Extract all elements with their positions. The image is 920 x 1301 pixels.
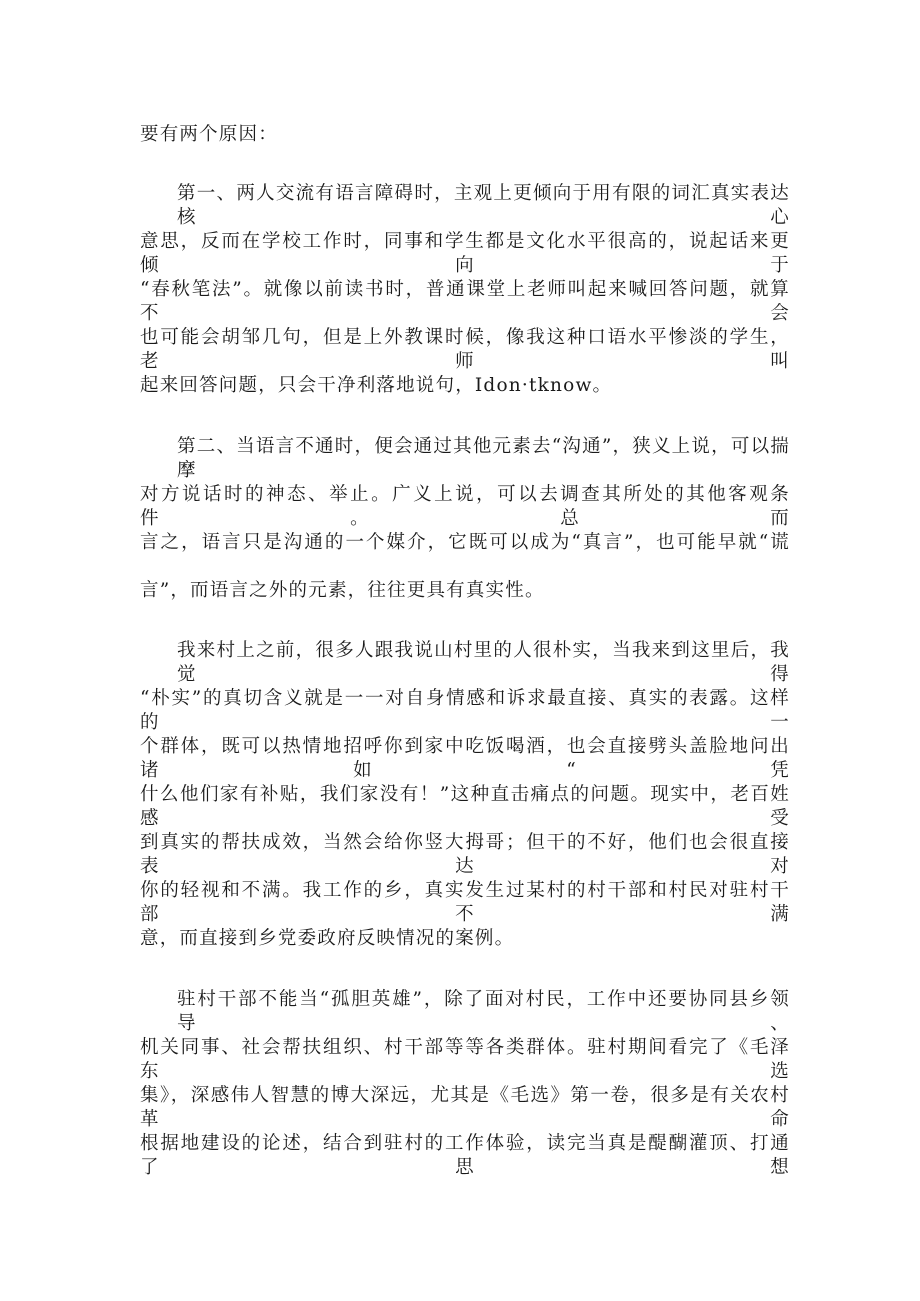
text-line: 机关同事、社会帮扶组织、村干部等等各类群体。驻村期间看完了《毛泽东选 [140,1037,790,1082]
text-line: 到真实的帮扶成效，当然会给你竖大拇哥；但干的不好，他们也会很直接表达对 [140,832,790,877]
text-line: 第一、两人交流有语言障碍时，主观上更倾向于用有限的词汇真实表达核心 [177,183,790,228]
text-line: 第二、当语言不通时，便会通过其他元素去“沟通”，狭义上说，可以揣摩 [177,436,790,481]
text-line: 集》，深感伟人智慧的博大深远，尤其是《毛选》第一卷，很多是有关农村革命 [140,1085,790,1130]
text-line: 驻村干部不能当“孤胆英雄”，除了面对村民，工作中还要协同县乡领导、 [177,989,790,1034]
text-line: 言”，而语言之外的元素，往往更具有真实性。 [140,580,545,601]
text-line: 也可能会胡邹几句，但是上外教课时候，像我这种口语水平惨淡的学生，老师叫 [140,327,790,372]
text-line: 意思，反而在学校工作时，同事和学生都是文化水平很高的，说起话来更倾向于 [140,231,790,276]
text-line: 我来村上之前，很多人跟我说山村里的人很朴实，当我来到这里后，我觉得 [177,640,790,685]
text-line: 起来回答问题，只会干净利落地说句，Idon·tknow。 [140,375,613,396]
text-line: “春秋笔法”。就像以前读书时，普通课堂上老师叫起来喊回答问题，就算不会 [140,279,790,324]
text-line: 个群体，既可以热情地招呼你到家中吃饭喝酒，也会直接劈头盖脸地问出诸如“凭 [140,736,790,781]
text-line: 根据地建设的论述，结合到驻村的工作体验，读完当真是醍醐灌顶、打通了思想 [140,1133,790,1178]
text-line: 意，而直接到乡党委政府反映情况的案例。 [140,928,515,949]
text-line: 什么他们家有补贴，我们家没有！”这种直击痛点的问题。现实中，老百姓感受 [140,784,790,829]
text-line: 言之，语言只是沟通的一个媒介，它既可以成为“真言”，也可能早就“谎 [140,532,790,553]
text-line: 要有两个原因： [140,124,278,145]
text-line: 对方说话时的神态、举止。广义上说，可以去调查其所处的其他客观条件。总而 [140,484,790,529]
text-line: 你的轻视和不满。我工作的乡，真实发生过某村的村干部和村民对驻村干部不满 [140,880,790,925]
text-line: “朴实”的真切含义就是一一对自身情感和诉求最直接、真实的表露。这样的一 [140,688,790,733]
